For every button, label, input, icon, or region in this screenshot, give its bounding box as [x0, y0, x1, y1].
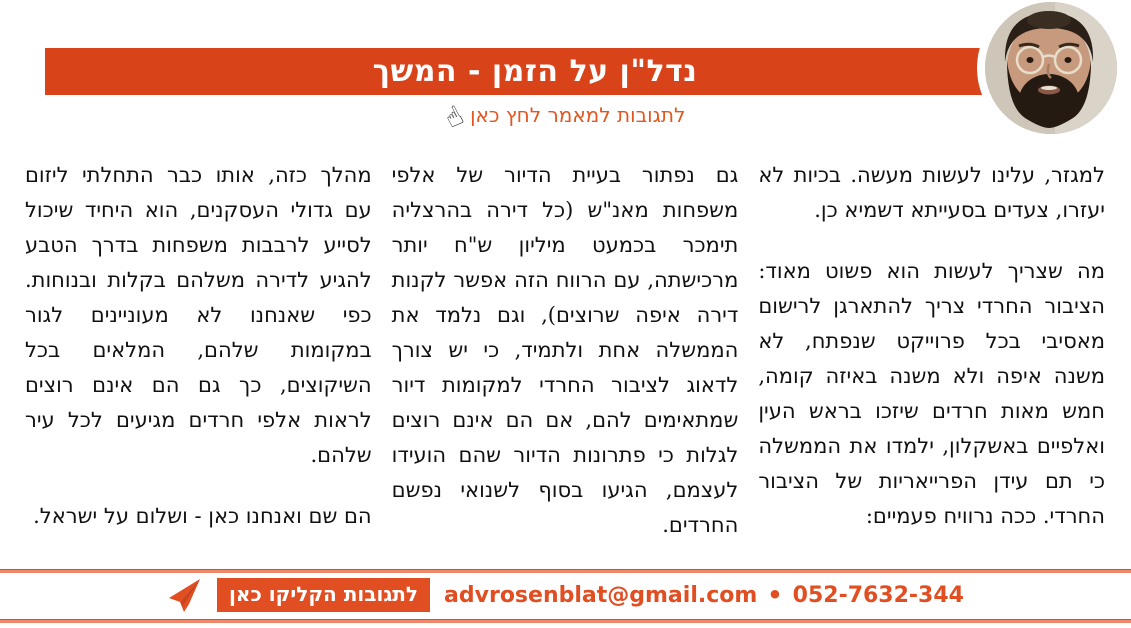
- footer-contact: [444, 583, 964, 608]
- paragraph: למגזר, עלינו לעשות מעשה. בכיות לא יעזרו, צעדים בסעייתא דשמיא כן.: [758, 163, 1105, 222]
- page-title: נדל"ן על הזמן - המשך: [372, 54, 698, 89]
- paragraph: גם נפתור בעיית הדיור של אלפי משפחות מאנ"ש (כל דירה בהרצליה תימכר בכמעט מיליון ש"ח יותר מרכישתה, עם הרווח הזה אפשר לקנות דירה איפה שרוצים), וגם נלמד את הממשלה אחת ולתמיד, כי יש צורך לדאוג לציבור החרדי למקומות דיור שמתאימים להם, אם הם אינם רוצים לגלות כי פתרונות הדיור שהם הועידו לעצמם, הגיעו בסוף לשנואי נפשם החרדים.: [391, 163, 739, 537]
- article-column-left: [25, 158, 372, 543]
- paragraph: מהלך כזה, אותו כבר התחלתי ליזום עם גדולי העסקנים, הוא היחיד שיכול לסייע לרבבות משפחות בדרך הטבע להגיע לדירה משלהם בקלות ובנוחות. כפי שאנחנו לא מעוניינים לגור במקומות שלהם, המלאים בכל השיקוצים, כך גם הם אינם רוצים לראות אלפי חרדים מגיעים לכל עיר שלהם.: [24, 163, 372, 467]
- footer-bottom-divider: [0, 619, 1131, 623]
- footer: [0, 574, 1131, 616]
- paragraph: מה שצריך לעשות הוא פשוט מאוד: הציבור החרדי צריך להתארגן לרישום מאסיבי בכל פרוייקט שנפתח, לא משנה איפה ולא משנה באיזה קומה, חמש מאות חרדים שיזכו בראש העין ואלפיים באשקלון, ילמדו את הממשלה כי תם עידן הפרייאריות של הציבור החרדי. ככה נרוויח פעמיים:: [758, 259, 1105, 528]
- article-column-middle: [392, 158, 739, 543]
- email-link[interactable]: advrosenblat@gmail.com: [444, 582, 758, 608]
- footer-top-divider: [0, 569, 1131, 573]
- contact-separator: •: [767, 581, 783, 609]
- footer-comments-button[interactable]: לתגובות הקליקו כאן: [217, 578, 430, 612]
- phone-number: 052-7632-344: [792, 582, 964, 608]
- comments-link-label: לתגובות למאמר לחץ כאן: [470, 103, 686, 127]
- author-avatar: [977, 0, 1125, 142]
- comments-link[interactable]: [0, 98, 1131, 135]
- article-column-right: [758, 158, 1105, 543]
- author-photo-illustration: [985, 2, 1117, 134]
- article-body: [25, 158, 1105, 543]
- title-banner: [45, 48, 995, 95]
- hand-pointer-icon: ☝: [439, 99, 469, 135]
- paragraph: הם שם ואנחנו כאן - ושלום על ישראל.: [33, 504, 372, 528]
- paper-plane-icon: [167, 577, 203, 613]
